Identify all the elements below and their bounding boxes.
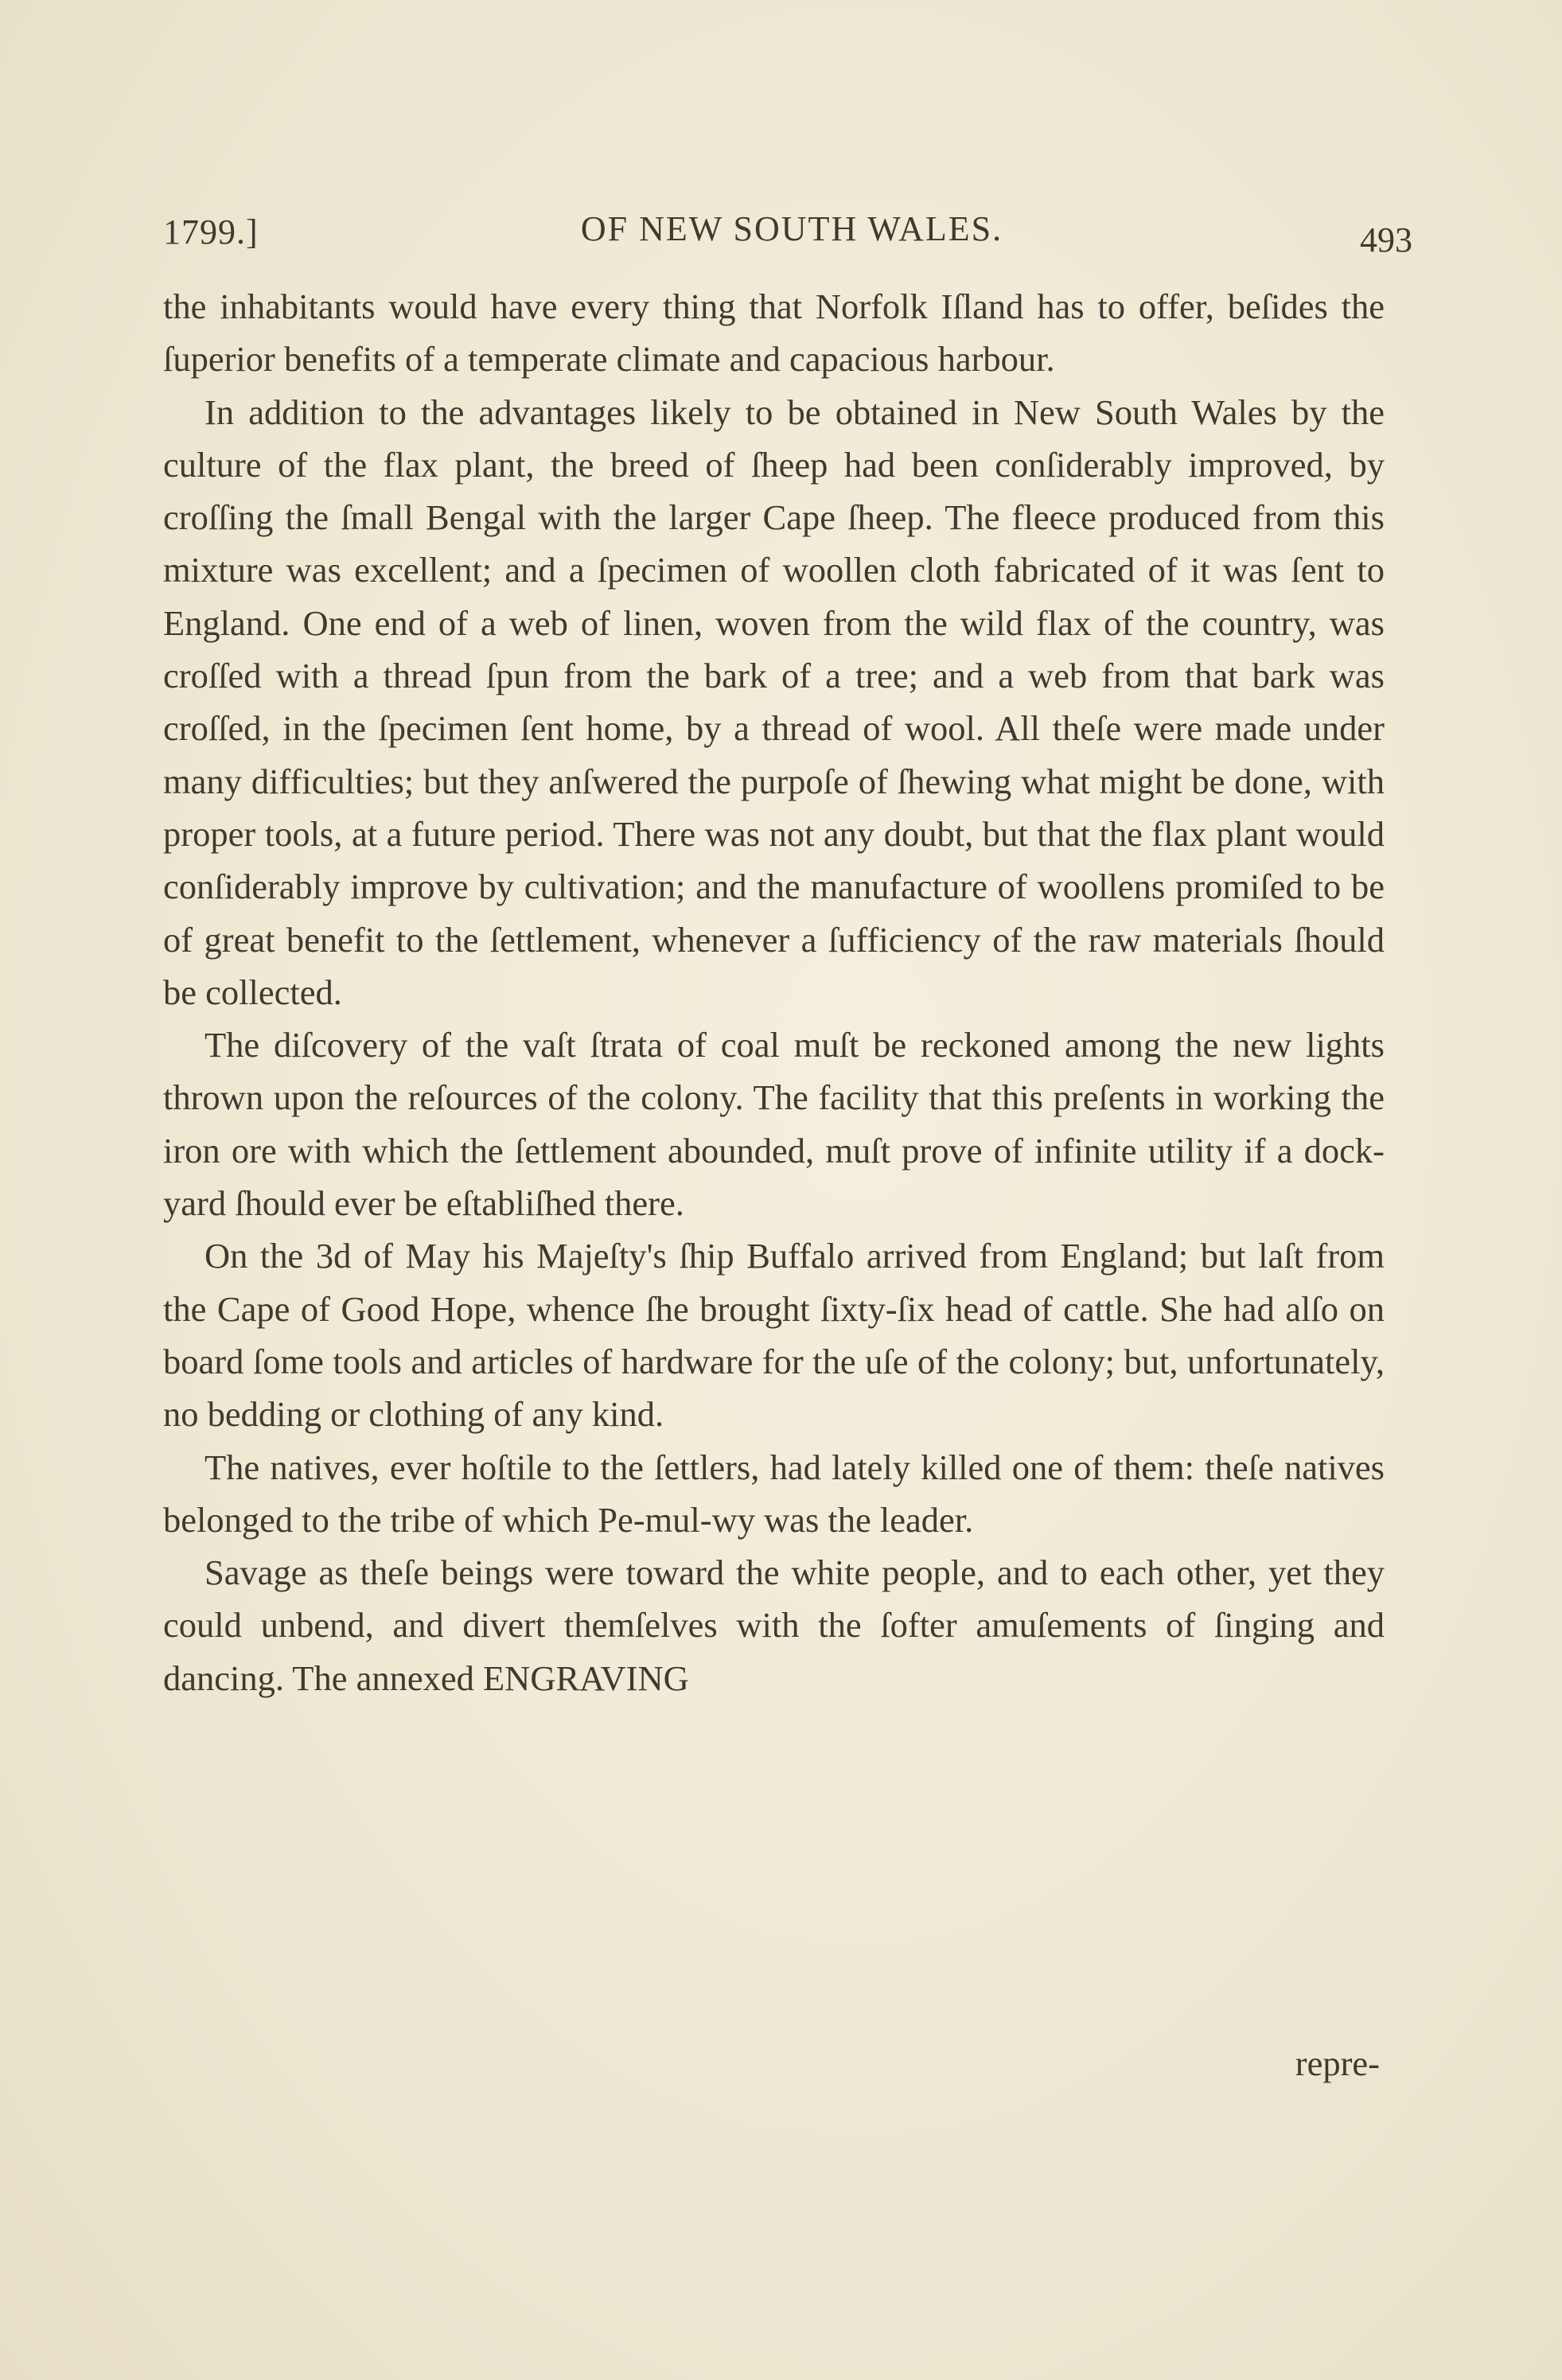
paragraph-natives: The natives, ever hoſtile to the ſettlers, had lately killed one of them: theſe natives belonged to the tribe of which Pe-mul-wy was the leader.	[163, 1447, 1385, 1540]
running-head	[163, 205, 1412, 259]
paragraph-savage: Savage as theſe beings were toward the white people, and to each other, yet they could unbend, and divert themſelves with the ſofter amuſements of ſinging and dancing. The annexed ENGRAVING	[163, 1552, 1385, 1698]
running-head-title: OF NEW SOUTH WALES.	[580, 209, 1003, 248]
running-head-year: 1799.]	[163, 212, 259, 251]
paragraph-continuation: the inhabitants would have every thing that Norfolk Iſland has to offer, beſides the ſuperior benefits of a temperate climate and capacious harbour.	[163, 286, 1385, 380]
paragraph-coal: The diſcovery of the vaſt ſtrata of coal muſt be reckoned among the new lights thrown upon the reſources of the colony. The facility that this preſents in working the iron ore with which the ſettlement abounded, muſt prove of infinite utility if a dock-yard ſhould ever be eſtabliſhed there.	[163, 1025, 1385, 1224]
catchword: repre-	[1295, 2043, 1380, 2083]
paragraph-flax-and-sheep: In addition to the advantages likely to be obtained in New South Wales by the culture of the flax plant, the breed of ſheep had been conſiderably improved, by croſſing the ſmall Bengal with the larger Cape ſheep. The fleece produced from this mixture was excellent; and a ſpecimen of woollen cloth fabricated of it was ſent to England. One end of a web of linen, woven from the wild flax of the country, was croſſed with a thread ſpun from the bark of a tree; and a web from that bark was croſſed, in the ſpecimen ſent home, by a thread of wool. All theſe were made under many difficulties; but they anſwered the purpoſe of ſhewing what might be done, with proper tools, at a future period. There was not any doubt, but that the flax plant would conſiderably improve by cultivation; and the manufacture of woollens promiſed to be of great benefit to the ſettlement, whenever a ſufficiency of the raw materials ſhould be collected.	[163, 391, 1385, 1012]
page-number: 493	[1360, 220, 1412, 259]
paragraph-buffalo: On the 3d of May his Majeſty's ſhip Buffalo arrived from England; but laſt from the Cape of Good Hope, whence ſhe brought ſixty-ſix head of cattle. She had alſo on board ſome tools and articles of hardware for the uſe of the colony; but, unfortunately, no bedding or clothing of any kind.	[163, 1236, 1385, 1435]
body-text	[163, 280, 1385, 1704]
